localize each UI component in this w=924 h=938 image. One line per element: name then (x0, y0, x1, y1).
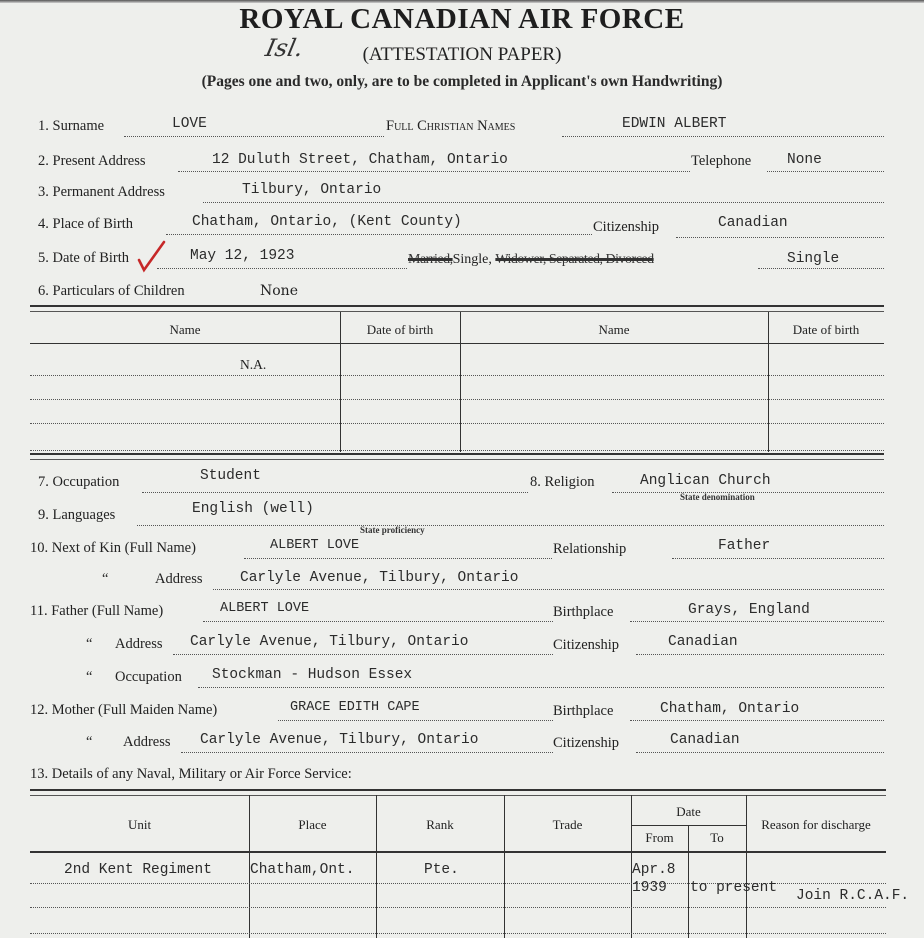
children-row-1-line[interactable] (30, 375, 884, 376)
marital-option-single: Single, (452, 252, 492, 267)
citizenship-line[interactable] (676, 237, 884, 238)
languages-label: 9. Languages (38, 507, 116, 523)
date-of-birth-value: May 12, 1923 (190, 248, 295, 264)
father-birthplace-value: Grays, England (688, 602, 810, 618)
service-col-rank: Rank (426, 817, 454, 832)
citizenship-label: Citizenship (593, 219, 660, 235)
mother-address-ditto: “ (86, 734, 93, 750)
place-of-birth-value: Chatham, Ontario, (Kent County) (192, 214, 462, 230)
row-father-name (0, 603, 924, 627)
occupation-label: 7. Occupation (38, 474, 120, 490)
date-of-birth-label: 5. Date of Birth (38, 250, 130, 266)
languages-hint: State proficiency (360, 525, 425, 535)
father-birthplace-label: Birthplace (553, 604, 614, 620)
present-address-line[interactable] (178, 171, 690, 172)
nok-address-value: Carlyle Avenue, Tilbury, Ontario (240, 570, 519, 586)
relationship-line[interactable] (672, 558, 884, 559)
children-row-1-name: N.A. (240, 357, 267, 372)
occupation-value: Student (200, 468, 261, 484)
citizenship-value: Canadian (718, 215, 788, 231)
relationship-value: Father (718, 538, 771, 554)
father-name-label: 11. Father (Full Name) (30, 603, 164, 619)
row-surname (0, 118, 924, 142)
service-table-top-border (30, 789, 886, 796)
mother-name-line[interactable] (278, 720, 553, 721)
occupation-line[interactable] (142, 492, 528, 493)
children-row-2-line[interactable] (30, 399, 884, 400)
marital-option-married-struck: Married, (408, 252, 453, 267)
father-address-line[interactable] (173, 654, 553, 655)
row-nok-address (0, 571, 924, 595)
father-citizenship-value: Canadian (668, 634, 738, 650)
mother-citizenship-line[interactable] (636, 752, 884, 753)
mother-address-label: Address (123, 734, 171, 750)
permanent-address-value: Tilbury, Ontario (242, 182, 382, 198)
father-citizenship-line[interactable] (636, 654, 884, 655)
children-col-name-2: Name (598, 322, 630, 337)
permanent-address-label: 3. Permanent Address (38, 184, 165, 200)
children-value: None (260, 283, 298, 299)
row-father-address (0, 636, 924, 660)
mother-name-label: 12. Mother (Full Maiden Name) (30, 702, 218, 718)
children-label: 6. Particulars of Children (38, 283, 185, 299)
service-row-3-line[interactable] (30, 933, 886, 934)
permanent-address-line[interactable] (203, 202, 884, 203)
father-address-ditto: “ (86, 636, 93, 652)
service-row-1-reason: Join R.C.A.F. (796, 888, 910, 904)
place-of-birth-line[interactable] (166, 234, 592, 235)
children-col-dob-1: Date of birth (366, 322, 434, 337)
form-title: ROYAL CANADIAN AIR FORCE (239, 3, 685, 35)
children-table-bottom-border (30, 453, 884, 460)
children-row-4-line[interactable] (30, 450, 884, 451)
service-row-1-rank: Pte. (424, 862, 459, 878)
marital-status-value: Single (787, 251, 840, 267)
religion-value: Anglican Church (640, 473, 771, 489)
father-occupation-line[interactable] (198, 687, 884, 688)
next-of-kin-label: 10. Next of Kin (Full Name) (30, 540, 196, 556)
service-col-from: From (645, 830, 674, 845)
father-occupation-value: Stockman - Hudson Essex (212, 667, 413, 683)
children-table-top-border (30, 305, 884, 312)
service-col-date: Date (676, 804, 701, 819)
service-row-2-line[interactable] (30, 907, 886, 908)
children-col-divider-3 (768, 312, 769, 452)
father-address-value: Carlyle Avenue, Tilbury, Ontario (190, 634, 469, 650)
children-row-3-line[interactable] (30, 423, 884, 424)
surname-line[interactable] (124, 136, 384, 137)
service-row-1-from-2: 1939 (632, 880, 667, 896)
relationship-label: Relationship (553, 541, 627, 557)
form-subtitle: (ATTESTATION PAPER) (362, 44, 562, 65)
nok-address-label: Address (155, 571, 203, 587)
row-service-label (0, 766, 924, 790)
nok-address-line[interactable] (213, 589, 884, 590)
row-mother-name (0, 702, 924, 726)
service-col-to: To (710, 830, 724, 845)
service-row-1-place: Chatham,Ont. (250, 862, 355, 878)
service-col-place: Place (298, 817, 327, 832)
next-of-kin-value: ALBERT LOVE (270, 538, 360, 553)
religion-hint: State denomination (680, 492, 755, 502)
row-occupation (0, 468, 924, 502)
mother-citizenship-value: Canadian (670, 732, 740, 748)
telephone-label: Telephone (691, 153, 752, 169)
row-place-of-birth (0, 216, 924, 240)
languages-value: English (well) (192, 501, 314, 517)
service-header-rule (30, 851, 886, 853)
nok-ditto-mark: “ (102, 571, 109, 587)
christian-names-line[interactable] (562, 136, 884, 137)
service-col-reason: Reason for discharge (761, 817, 871, 832)
christian-names-value: EDWIN ALBERT (622, 116, 727, 132)
surname-value: LOVE (172, 116, 207, 132)
row-father-occupation (0, 669, 924, 693)
children-col-dob-2: Date of birth (792, 322, 860, 337)
mother-address-value: Carlyle Avenue, Tilbury, Ontario (200, 732, 479, 748)
row-mother-address (0, 734, 924, 758)
service-col-trade: Trade (552, 817, 583, 832)
row-permanent-address (0, 184, 924, 208)
children-col-divider-2 (460, 312, 461, 452)
date-of-birth-line[interactable] (157, 268, 407, 269)
religion-label: 8. Religion (530, 474, 595, 490)
service-row-1-unit: 2nd Kent Regiment (64, 862, 212, 878)
mother-name-value: GRACE EDITH CAPE (290, 700, 420, 715)
red-checkmark-icon (136, 240, 166, 276)
surname-label: 1. Surname (38, 118, 105, 134)
telephone-value: None (787, 152, 822, 168)
marital-status-line[interactable] (758, 268, 884, 269)
father-citizenship-label: Citizenship (553, 637, 620, 653)
service-row-1-from-1: Apr.8 (632, 862, 676, 878)
mother-birthplace-value: Chatham, Ontario (660, 701, 800, 717)
telephone-line[interactable] (767, 171, 884, 172)
present-address-label: 2. Present Address (38, 153, 146, 169)
father-address-label: Address (115, 636, 163, 652)
mother-birthplace-label: Birthplace (553, 703, 614, 719)
place-of-birth-label: 4. Place of Birth (38, 216, 134, 232)
children-col-name-1: Name (169, 322, 201, 337)
service-col-unit: Unit (127, 817, 152, 832)
service-date-subrule (631, 825, 746, 826)
service-row-1-to: to present (690, 880, 778, 896)
service-label: 13. Details of any Naval, Military or Air Force Service: (30, 766, 352, 782)
row-present-address (0, 153, 924, 177)
children-col-divider-1 (340, 312, 341, 452)
mother-citizenship-label: Citizenship (553, 735, 620, 751)
father-birthplace-line[interactable] (630, 621, 884, 622)
present-address-value: 12 Duluth Street, Chatham, Ontario (212, 152, 508, 168)
form-instruction: (Pages one and two, only, are to be completed in Applicant's own Handwriting) (201, 73, 723, 90)
children-header-rule (30, 343, 884, 344)
languages-line[interactable] (137, 525, 884, 526)
father-occupation-ditto: “ (86, 669, 93, 685)
father-occupation-label: Occupation (115, 669, 182, 685)
row-next-of-kin (0, 540, 924, 564)
next-of-kin-line[interactable] (244, 558, 552, 559)
mother-birthplace-line[interactable] (630, 720, 884, 721)
handwritten-annotation: Isl. (263, 34, 307, 62)
mother-address-line[interactable] (181, 752, 553, 753)
marital-status-options (408, 252, 654, 268)
christian-names-label: Full Christian Names (386, 118, 516, 134)
row-children (0, 283, 924, 307)
row-languages (0, 501, 924, 535)
father-name-value: ALBERT LOVE (220, 601, 310, 616)
father-name-line[interactable] (203, 621, 553, 622)
marital-option-others-struck: Widower, Separated, Divorced (495, 252, 654, 267)
